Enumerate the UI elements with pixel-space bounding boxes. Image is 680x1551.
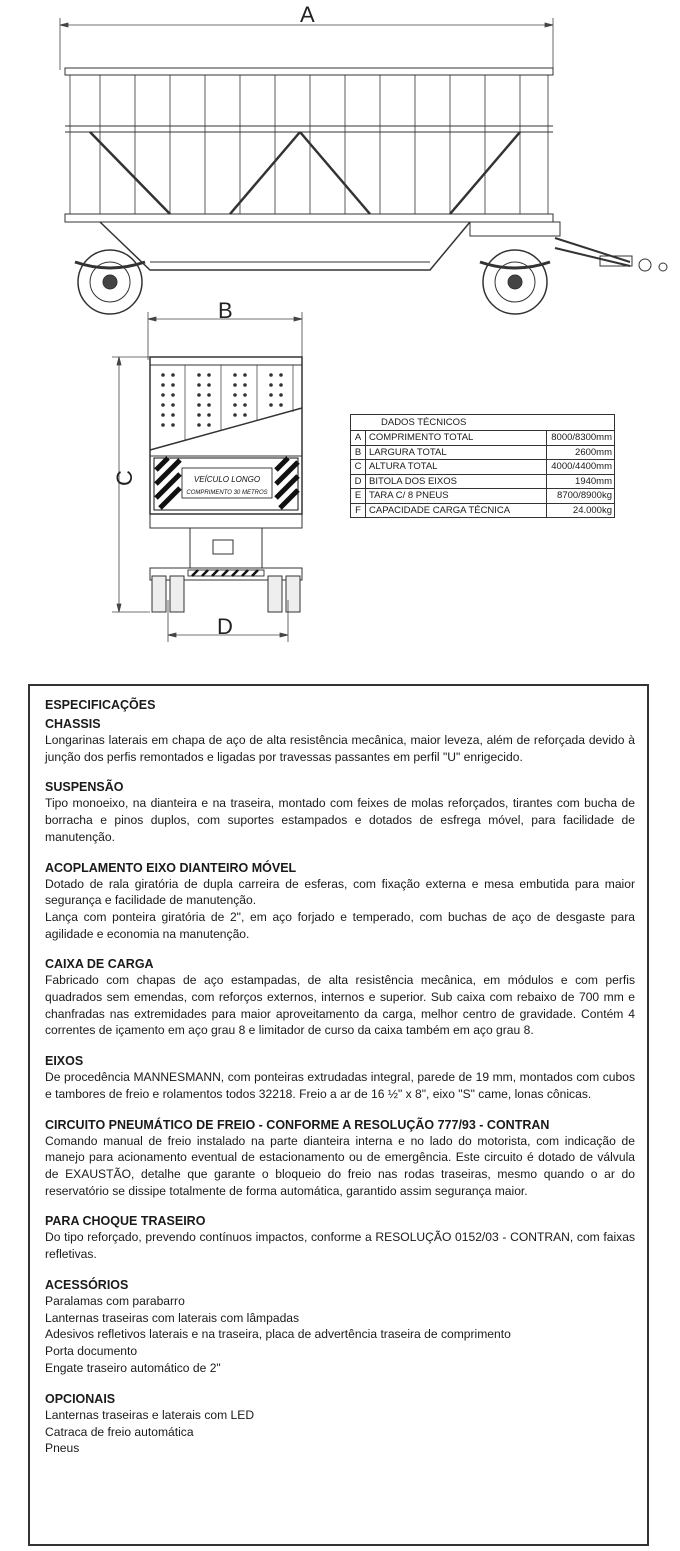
section-heading: OPCIONAIS bbox=[45, 1391, 116, 1406]
section-eixos bbox=[45, 1053, 635, 1102]
warning-panel-line1: VEÍCULO LONGO bbox=[193, 475, 261, 484]
section-text: Do tipo reforçado, prevendo contínuos impactos, conforme a RESOLUÇÃO 0152/03 - CONTRAN, com faixas refletivas. bbox=[45, 1230, 635, 1262]
row-value: 1940mm bbox=[547, 474, 615, 489]
row-letter: B bbox=[351, 445, 366, 460]
rear-bumper-stripe bbox=[188, 570, 264, 576]
list-item: Adesivos refletivos laterais e na traseira, placa de advertência traseira de comprimento bbox=[45, 1327, 511, 1342]
row-label: BITOLA DOS EIXOS bbox=[366, 474, 547, 489]
row-letter: A bbox=[351, 431, 366, 446]
section-caixa-de-carga bbox=[45, 956, 635, 1039]
row-letter: E bbox=[351, 489, 366, 504]
row-label: ALTURA TOTAL bbox=[366, 460, 547, 475]
technical-data-table bbox=[350, 414, 615, 518]
list-item: Pneus bbox=[45, 1441, 80, 1456]
section-circuito-pneumatico bbox=[45, 1117, 635, 1200]
table-row bbox=[351, 445, 615, 460]
row-label: TARA C/ 8 PNEUS bbox=[366, 489, 547, 504]
table-title: DADOS TÉCNICOS bbox=[351, 415, 615, 431]
specifications-box bbox=[28, 684, 649, 1546]
row-letter: C bbox=[351, 460, 366, 475]
technical-drawing bbox=[0, 0, 680, 650]
section-heading: SUSPENSÃO bbox=[45, 780, 124, 795]
section-opcionais bbox=[45, 1391, 635, 1457]
section-heading: CIRCUITO PNEUMÁTICO DE FREIO - CONFORME A RESOLUÇÃO 777/93 - CONTRAN bbox=[45, 1117, 550, 1132]
list-item: Lanternas traseiras e laterais com LED bbox=[45, 1407, 255, 1422]
warning-panel bbox=[154, 458, 298, 510]
warning-panel-line2: COMPRIMENTO 30 METROS bbox=[186, 490, 268, 496]
section-heading: PARA CHOQUE TRASEIRO bbox=[45, 1214, 206, 1229]
row-value: 4000/4400mm bbox=[547, 460, 615, 475]
section-text: Fabricado com chapas de aço estampadas, de alta resistência mecânica, em módulos e com perfis quadrados sem emendas, com reforços externos, internos e superior. Sub caixa com rebaixo de 700 mm e chanfradas nas extremidades para maior aproveitamento da carga, melhor centro de gravidade. Contém 4 correntes de içamento em aço grau 8 e limitador de curso da caixa também em aço grau 8. bbox=[45, 973, 635, 1038]
table-row bbox=[351, 489, 615, 504]
section-para-choque bbox=[45, 1213, 635, 1262]
row-value: 24.000kg bbox=[547, 503, 615, 518]
section-text: Lança com ponteira giratória de 2", em aço forjado e temperado, com buchas de aço de desgaste para agilidade e economia na manutenção. bbox=[45, 909, 635, 941]
section-acoplamento bbox=[45, 860, 635, 943]
row-value: 8700/8900kg bbox=[547, 489, 615, 504]
section-acessorios bbox=[45, 1277, 635, 1377]
dimension-d-label: D bbox=[217, 614, 233, 639]
list-item: Lanternas traseiras com laterais com lâmpadas bbox=[45, 1310, 300, 1325]
row-label: COMPRIMENTO TOTAL bbox=[366, 431, 547, 446]
section-heading: EIXOS bbox=[45, 1054, 84, 1069]
table-row bbox=[351, 431, 615, 446]
section-heading: ACESSÓRIOS bbox=[45, 1277, 129, 1292]
table-header-row bbox=[351, 415, 615, 431]
row-label: CAPACIDADE CARGA TÉCNICA bbox=[366, 503, 547, 518]
dimension-b-label: B bbox=[218, 298, 233, 323]
row-value: 8000/8300mm bbox=[547, 431, 615, 446]
table-row bbox=[351, 474, 615, 489]
section-text: De procedência MANNESMANN, com ponteiras extrudadas integral, parede de 19 mm, montados com cubos e tambores de freio e rolamentos todos 32218. Freio a ar de 16 ½" x 8", eixo "S" came, lonas cônicas. bbox=[45, 1070, 635, 1101]
section-text: Longarinas laterais em chapa de aço de alta resistência mecânica, maior leveza, além de reforçada devido à junção dos perfis remontados e ligadas por travessas passantes em perfil "U" enrigecido. bbox=[45, 733, 635, 764]
table-row bbox=[351, 460, 615, 475]
table-row bbox=[351, 503, 615, 518]
optionals-list bbox=[45, 1407, 635, 1457]
section-text: Tipo monoeixo, na dianteira e na traseira, montado com feixes de molas reforçados, tirantes com bucha de borracha e pinos duplos, com suportes estampados e dotados de esfrega móvel, para facilidade de manutenção. bbox=[45, 796, 635, 844]
section-text: Comando manual de freio instalado na parte dianteira interna e no lado do motorista, com indicação de manejo para acionamento eventual de estacionamento ou de emergência. Este circuito é dotado de válvula de EXAUSTÃO, detalhe que garante o bloqueio do freio nas rodas traseiras, mesmo quando o ar do reservatório se dissipe totalmente de forma automática, garantido assim segurança maior. bbox=[45, 1133, 635, 1198]
row-letter: D bbox=[351, 474, 366, 489]
section-chassis bbox=[45, 716, 635, 765]
list-item: Paralamas com parabarro bbox=[45, 1293, 185, 1308]
row-letter: F bbox=[351, 503, 366, 518]
side-view-wagon bbox=[65, 68, 667, 314]
dimension-c-label: C bbox=[112, 470, 137, 486]
row-label: LARGURA TOTAL bbox=[366, 445, 547, 460]
section-heading: CHASSIS bbox=[45, 717, 101, 731]
list-item: Porta documento bbox=[45, 1344, 138, 1359]
section-heading: CAIXA DE CARGA bbox=[45, 957, 154, 972]
dimension-a-label: A bbox=[300, 2, 315, 27]
list-item: Engate traseiro automático de 2" bbox=[45, 1360, 221, 1375]
section-text: Dotado de rala giratória de dupla carreira de esferas, com fixação externa e mesa embutida para maior segurança e facilidade de manutenção. bbox=[45, 876, 635, 908]
accessories-list bbox=[45, 1293, 635, 1377]
list-item: Catraca de freio automática bbox=[45, 1424, 194, 1439]
row-value: 2600mm bbox=[547, 445, 615, 460]
section-suspensao bbox=[45, 779, 635, 845]
section-heading: ACOPLAMENTO EIXO DIANTEIRO MÓVEL bbox=[45, 860, 297, 875]
specifications-title: ESPECIFICAÇÕES bbox=[45, 698, 156, 712]
